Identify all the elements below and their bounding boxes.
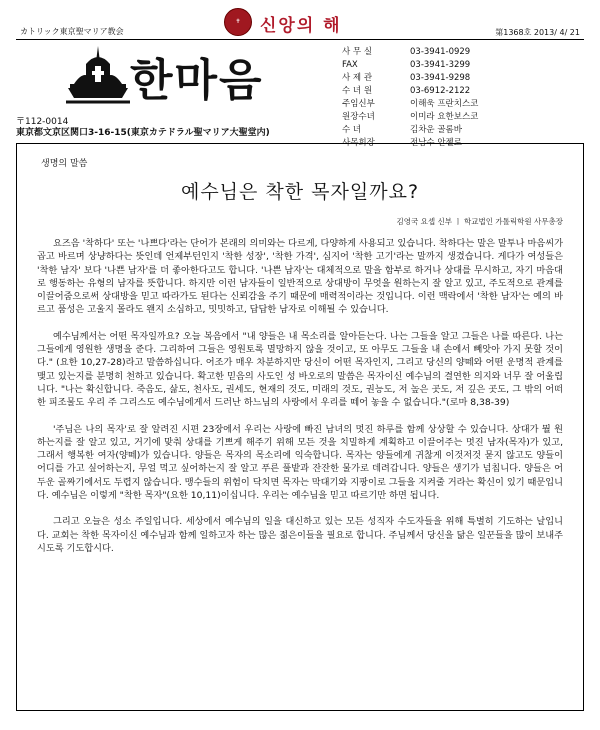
top-bar <box>16 6 584 40</box>
article-box <box>16 143 584 711</box>
contact-label: 사 제 관 <box>342 73 373 83</box>
faith-year-emblem: ✝ <box>224 8 252 36</box>
contact-row <box>342 111 566 124</box>
parish-name: カトリック東京聖マリア教会 <box>20 27 124 36</box>
contact-label: 원장수녀 <box>342 112 375 122</box>
contact-value: 전남수 안젤로 <box>410 138 462 148</box>
contact-value: 김차운 골롬바 <box>410 125 462 135</box>
issue-number-date: 第1368호 2013/ 4/ 21 <box>495 28 580 37</box>
article-paragraph: 그리고 오늘은 성소 주일입니다. 세상에서 예수님의 일을 대신하고 있는 모든 성직자 수도자들을 위해 특별히 기도하는 날입니다. 교회는 착한 목자이신 예수님과 함께 일하고자 하는 많은 젊은이들을 필요로 합니다. 주님께서 당신을 닮은 일꾼들을 많이 보내주시도록 기도합시다. <box>37 516 563 554</box>
street-address: 東京都文京区関口3-16-15(東京カテドラル聖マリア大聖堂内) <box>16 128 270 138</box>
contact-value: 03-3941-3299 <box>410 60 471 70</box>
postal-code: 〒112-0014 <box>16 117 69 127</box>
contact-row <box>342 124 566 137</box>
section-label: 생명의 말씀 <box>41 159 88 169</box>
contact-row <box>342 59 566 72</box>
article-paragraph: 예수님께서는 어떤 목자일까요? 오늘 복음에서 "내 양들은 내 목소리를 알아듣는다. 나는 그들을 알고 그들은 나를 따른다. 나는 그들에게 영원한 생명을 준다. 그리하여 그들은 영원토록 멸망하지 않을 것이고, 또 아무도 그들을 내 손에서 빼앗아 가지 못할 것이다." (요한 10,27-28)라고 말씀하십니다. 어조가 매우 차분하지만 당신이 어떤 목자인지, 그리고 당신의 양떼와 어떤 운명적 관계를 맺고 있는지를 분명히 천하고 있습니다. 확고한 믿음의 사도인 성 바오로의 말씀은 목자이신 예수님의 결연한 의지와 너무 잘 어울립니다. "나는 확신합니다. 죽음도, 삶도, 천사도, 권세도, 현재의 것도, 미래의 것도, 권능도, 저 높은 곳도, 저 깊은 곳도, 그 밖의 어떠한 피조물도 우리 주 그리스도 예수님에게서 드러난 하느님의 사랑에서 우리를 떼어 놓을 수 없습니다."(로마 8,38-39) <box>37 330 563 409</box>
contact-label: 수 녀 <box>342 125 362 135</box>
article-body <box>37 237 563 555</box>
contact-value: 03-3941-9298 <box>410 73 471 83</box>
contact-row <box>342 72 566 85</box>
masthead <box>30 44 330 114</box>
contact-label: 주임신부 <box>342 99 375 109</box>
contact-value: 이미라 요한보스코 <box>410 112 479 122</box>
contact-value: 이해욱 프란치스코 <box>410 99 479 109</box>
address-block <box>16 117 270 139</box>
article-paragraph: '주님은 나의 목자'로 잘 알려진 시편 23장에서 우리는 사랑에 빠진 남녀의 멋진 하루를 함께 상상할 수 있습니다. 상대가 뭘 원하는지를 잘 알고 있고, 거기에 맞춰 상대를 기쁘게 해주기 위해 모든 것을 치밀하게 계획하고 이끌어주는 멋진 남자(목자)가 있고, 그래서 행복한 여자(양떼)가 있습니다. 양들은 목자의 목소리에 익숙합니다. 목자는 양들에게 귀찮게 이것저것 묻지 않고도 양들이 어디를 가고 싶어하는지, 무얼 먹고 싶어하는지 잘 알고 푸른 풀밭과 잔잔한 물가로 데려갑니다. 양들은 생기가 넘칩니다. 양들은 어두운 골짜기에서도 두렵지 않습니다. 맹수들의 위험이 닥치면 목자는 막대기와 지팡이로 그들을 지켜줄 거라는 확신이 있기 때문입니다. 예수님은 이렇게 "착한 목자"(요한 10,11)이십니다. 우리는 예수님을 믿고 따르기만 하면 됩니다. <box>37 423 563 502</box>
church-logo-icon <box>64 44 132 108</box>
contact-value: 03-3941-0929 <box>410 47 471 57</box>
contact-row <box>342 85 566 98</box>
article-title: 예수님은 착한 목자일까요? <box>180 181 420 203</box>
contact-value: 03-6912-2122 <box>410 86 471 96</box>
contact-row <box>342 46 566 59</box>
newsletter-title: 한마음 <box>130 55 264 106</box>
contact-label: 수 녀 원 <box>342 86 373 96</box>
contact-list <box>342 46 566 150</box>
article-byline: 김영국 요셉 신부 ㅣ 학교법인 가톨릭학원 사무총장 <box>396 217 563 226</box>
contact-label: 사 무 실 <box>342 47 373 57</box>
contact-label: FAX <box>342 60 358 70</box>
article-paragraph: 요즈음 '착하다' 또는 '나쁘다'라는 단어가 본래의 의미와는 다르게, 다양하게 사용되고 있습니다. 착하다는 말은 말투나 마음씨가 곱고 바르며 상냥하다는 뜻인데 언제부턴인지 '착한 성장', '착한 가격', 심지어 '착한 고기'라는 말까지 생겼습니다. 게다가 여성들은 '착한 남자' 보다 '나쁜 남자'를 더 좋아한다고도 합니다. '나쁜 남자'는 대체적으로 말을 함부로 하거나 상대를 무시하고, 자기 마음대로 행동하는 유형의 남자를 뜻합니다. 하지만 이런 남자들이 일반적으로 상대방이 무엇을 원하는지 잘 알고 있고, 주도적으로 관계를 이끌어줌으로써 상대방을 믿고 따라가도 된다는 신뢰감을 주기 때문에 매력적이라는 것입니다. 이런 맥락에서 '착한 남자'는 예의 바르고 품성은 고울지 몰라도 왠지 소심하고, 밋밋하고, 답답한 남자로 이해될 수 있습니다. <box>37 238 563 316</box>
contact-label: 사목회장 <box>342 138 375 148</box>
contact-row <box>342 98 566 111</box>
faith-year-title: 신앙의 해 <box>260 16 342 36</box>
